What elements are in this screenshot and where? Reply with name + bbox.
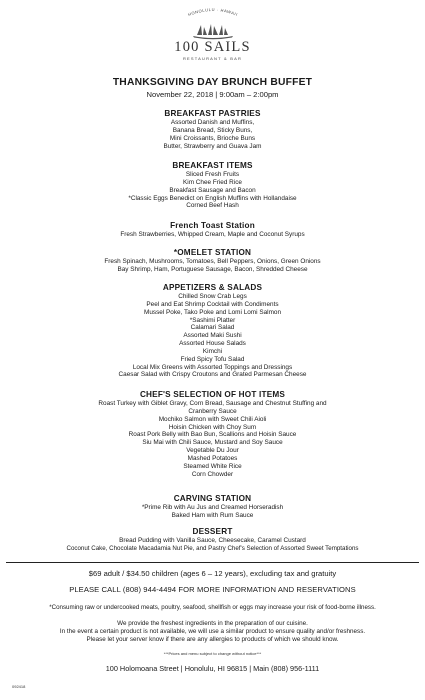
menu-item: Fresh Spinach, Mushrooms, Tomatoes, Bell Peppers, Onions, Green Onions: [104, 258, 321, 265]
menu-item: Fried Spicy Tofu Salad: [180, 355, 245, 363]
logo-subtitle: RESTAURANT & BAR: [182, 56, 243, 61]
menu-item: Mini Croissants, Brioche Buns: [169, 134, 256, 142]
section-carving-station: [0, 494, 425, 520]
menu-item: Mussel Poke, Tako Poke and Lomi Lomi Salmon: [144, 308, 281, 316]
menu-item: Mochiko Salmon with Sweet Chili Aioli: [158, 415, 267, 423]
menu-date: November 22, 2018 | 9:00am – 2:00pm: [146, 90, 279, 99]
menu-item: Steamed White Rice: [183, 462, 242, 470]
section-title: *OMELET STATION: [173, 248, 252, 257]
menu-item: Chilled Snow Crab Legs: [178, 293, 247, 300]
menu-item: Breakfast Sausage and Bacon: [169, 186, 256, 194]
menu-item: Hoisin Chicken with Choy Sum: [168, 423, 257, 431]
menu-item: Kim Chee Fried Rice: [183, 178, 242, 186]
logo-arc-text-icon: [177, 6, 249, 20]
freshness-notice: [0, 620, 425, 644]
menu-item: *Classic Eggs Benedict on English Muffins with Hollandaise: [128, 194, 297, 202]
menu-item: Caesar Salad with Crispy Croutons and Grated Parmesan Cheese: [118, 371, 307, 379]
section-title: APPETIZERS & SALADS: [162, 283, 263, 292]
menu-item: *Sashimi Platter: [189, 316, 236, 324]
section-title: DESSERT: [192, 527, 233, 536]
menu-item: Bread Pudding with Vanilla Sauce, Cheesecake, Caramel Custard: [119, 537, 306, 544]
menu-item: Kimchi: [202, 347, 223, 355]
section-appetizers-salads: [0, 283, 425, 379]
freshness-line: We provide the freshest ingredients in the preparation of our cuisine.: [117, 620, 308, 627]
logo-name: 100 SAILS: [174, 39, 251, 55]
reservation-line: PLEASE CALL (808) 944-4494 FOR MORE INFORMATION AND RESERVATIONS: [69, 585, 356, 594]
menu-item: Local Mix Greens with Assorted Toppings and Dressings: [132, 363, 293, 371]
menu-item: Butter, Strawberry and Guava Jam: [163, 142, 262, 150]
section-title: BREAKFAST ITEMS: [172, 161, 253, 170]
menu-title: THANKSGIVING DAY BRUNCH BUFFET: [112, 77, 313, 88]
section-dessert: [0, 527, 425, 553]
section-title: French Toast Station: [170, 221, 255, 230]
section-breakfast-pastries: [0, 109, 425, 150]
menu-item: Bay Shrimp, Ham, Portuguese Sausage, Bacon, Shredded Cheese: [117, 265, 308, 273]
menu-code: 092418: [12, 684, 26, 689]
section-chefs-hot-items: [0, 390, 425, 478]
menu-item: Corn Chowder: [191, 470, 234, 478]
menu-item: *Prime Rib with Au Jus and Creamed Horseradish: [141, 504, 284, 511]
menu-item: Sliced Fresh Fruits: [185, 171, 240, 178]
price-line: $69 adult / $34.50 children (ages 6 – 12 years), excluding tax and gratuity: [88, 569, 337, 578]
menu-item: Assorted Maki Sushi: [183, 332, 242, 340]
menu-item: Vegetable Du Jour: [186, 447, 239, 455]
freshness-line: In the event a certain product is not available, we will use a similar product to ensure quality and/or freshness.: [59, 628, 366, 635]
menu-item: Roast Pork Belly with Bao Bun, Scallions and Hoisin Sauce: [128, 431, 297, 439]
menu-item: Mashed Potatoes: [187, 454, 238, 462]
menu-item: Fresh Strawberries, Whipped Cream, Maple and Coconut Syrups: [120, 231, 305, 238]
section-omelet-station: [0, 248, 425, 274]
menu-item: Coconut Cake, Chocolate Macadamia Nut Pie, and Pastry Chef's Selection of Assorted Sweet Temptations: [66, 544, 359, 552]
menu-item: Assorted House Salads: [179, 340, 246, 348]
menu-item: Calamari Salad: [190, 324, 235, 332]
menu-item: Baked Ham with Rum Sauce: [171, 511, 254, 519]
section-breakfast-items: [0, 161, 425, 210]
section-title: CHEF'S SELECTION OF HOT ITEMS: [139, 390, 286, 399]
menu-item: Assorted Danish and Muffins,: [170, 119, 255, 126]
footer-divider: [6, 562, 419, 563]
svg-text:HONOLULU · HAWAII: [187, 7, 238, 17]
menu-item: Peel and Eat Shrimp Cocktail with Condiments: [146, 300, 279, 308]
food-safety-warning: *Consuming raw or undercooked meats, poultry, seafood, shellfish or eggs may increase your risk of food-borne illness.: [49, 604, 376, 611]
logo-arc-label: HONOLULU · HAWAII: [187, 6, 239, 18]
section-title: BREAKFAST PASTRIES: [164, 109, 261, 118]
section-french-toast-station: [0, 221, 425, 239]
menu-item: Banana Bread, Sticky Buns,: [172, 126, 253, 134]
menu-item: Cranberry Sauce: [188, 407, 237, 415]
menu-item: Roast Turkey with Giblet Gravy, Corn Bread, Sausage and Chestnut Stuffing and: [98, 400, 327, 407]
address-line: 100 Holomoana Street | Honolulu, HI 96815 | Main (808) 956-1111: [105, 664, 320, 673]
menu-item: Siu Mai with Chili Sauce, Mustard and Soy Sauce: [142, 439, 283, 447]
sailboats-icon: [189, 22, 237, 40]
price-change-note: ***Prices and menu subject to change without notice***: [163, 651, 262, 656]
section-title: CARVING STATION: [173, 494, 252, 503]
menu-item: Corned Beef Hash: [186, 202, 239, 210]
freshness-line: Please let your server know if there are any allergies to products of which we should know.: [86, 636, 339, 643]
